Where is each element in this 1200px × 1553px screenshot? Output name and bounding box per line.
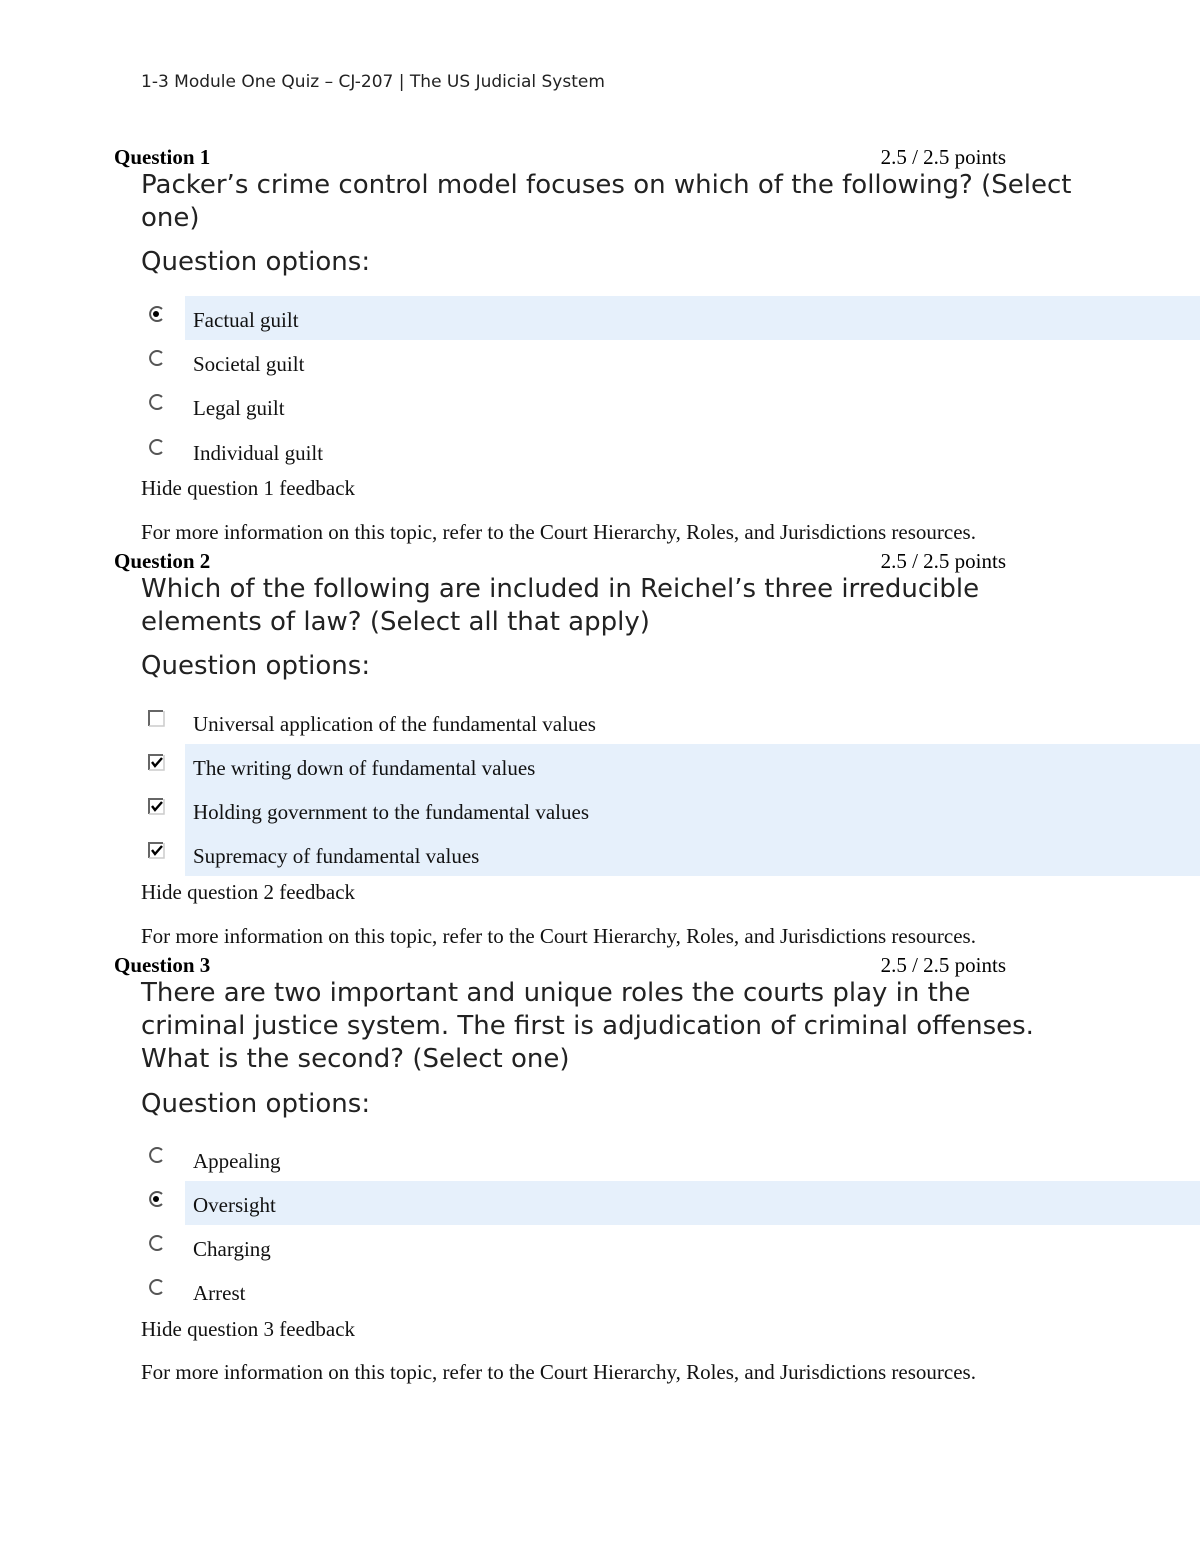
radio-selected-icon xyxy=(145,1188,167,1210)
checkbox-checked-icon xyxy=(145,795,167,817)
option-label: The writing down of fundamental values xyxy=(193,756,536,780)
hide-feedback-link[interactable]: Hide question 1 feedback xyxy=(141,476,356,500)
page-header: 1-3 Module One Quiz – CJ-207 | The US Judicial System xyxy=(141,72,605,92)
option-label: Holding government to the fundamental values xyxy=(193,800,589,824)
radio-button[interactable] xyxy=(141,296,185,340)
question-2-option-3[interactable] xyxy=(141,788,1200,832)
question-2-header xyxy=(114,549,1006,573)
question-3-option-1[interactable] xyxy=(141,1137,1200,1181)
radio-button[interactable] xyxy=(141,1137,185,1181)
question-2-option-2[interactable] xyxy=(141,744,1200,788)
radio-empty-icon xyxy=(145,436,167,458)
question-3-header xyxy=(114,953,1006,977)
question-2-prompt: Which of the following are included in Reichel’s three irreducible elements of law? (Select all that apply) xyxy=(141,574,980,637)
question-points: 2.5 / 2.5 points xyxy=(880,145,1006,169)
radio-empty-icon xyxy=(145,1232,167,1254)
option-label: Factual guilt xyxy=(193,308,299,332)
question-1-prompt: Packer’s crime control model focuses on which of the following? (Select one) xyxy=(141,170,1072,233)
question-options-heading: Question options: xyxy=(141,247,371,277)
question-points: 2.5 / 2.5 points xyxy=(880,549,1006,573)
question-3-option-2[interactable] xyxy=(141,1181,1200,1225)
checkbox-checked-icon xyxy=(145,839,167,861)
option-label: Supremacy of fundamental values xyxy=(193,844,480,868)
option-label: Oversight xyxy=(193,1193,276,1217)
option-label: Charging xyxy=(193,1237,271,1261)
radio-button[interactable] xyxy=(141,1181,185,1225)
question-1-header xyxy=(114,145,1006,169)
question-3-option-3[interactable] xyxy=(141,1225,1200,1269)
question-3-prompt: There are two important and unique roles the courts play in the criminal justice system. The first is adjudication of criminal offenses. What is the second? (Select one) xyxy=(141,978,1034,1074)
question-feedback: For more information on this topic, refer to the Court Hierarchy, Roles, and Jurisdictions resources. xyxy=(141,520,976,544)
option-label: Societal guilt xyxy=(193,352,305,376)
checkbox[interactable] xyxy=(141,788,185,832)
radio-button[interactable] xyxy=(141,429,185,473)
option-label: Arrest xyxy=(193,1281,246,1305)
hide-feedback-link[interactable]: Hide question 3 feedback xyxy=(141,1317,356,1341)
checkbox-empty-icon xyxy=(145,707,167,729)
checkbox[interactable] xyxy=(141,744,185,788)
question-1-option-3[interactable] xyxy=(141,384,1200,428)
checkbox[interactable] xyxy=(141,700,185,744)
option-label: Appealing xyxy=(193,1149,281,1173)
question-1-option-4[interactable] xyxy=(141,429,1200,473)
radio-empty-icon xyxy=(145,1144,167,1166)
question-points: 2.5 / 2.5 points xyxy=(880,953,1006,977)
question-options-heading: Question options: xyxy=(141,651,371,681)
hide-feedback-link[interactable]: Hide question 2 feedback xyxy=(141,880,356,904)
option-label: Universal application of the fundamental values xyxy=(193,712,596,736)
question-feedback: For more information on this topic, refer to the Court Hierarchy, Roles, and Jurisdictions resources. xyxy=(141,1360,976,1384)
radio-selected-icon xyxy=(145,303,167,325)
question-1-option-1[interactable] xyxy=(141,296,1200,340)
question-feedback: For more information on this topic, refer to the Court Hierarchy, Roles, and Jurisdictions resources. xyxy=(141,924,976,948)
radio-button[interactable] xyxy=(141,1225,185,1269)
radio-button[interactable] xyxy=(141,1269,185,1313)
option-label: Legal guilt xyxy=(193,396,285,420)
radio-empty-icon xyxy=(145,391,167,413)
question-1-option-2[interactable] xyxy=(141,340,1200,384)
question-number: Question 3 xyxy=(114,953,211,977)
question-number: Question 1 xyxy=(114,145,211,169)
radio-empty-icon xyxy=(145,347,167,369)
radio-empty-icon xyxy=(145,1276,167,1298)
checkbox[interactable] xyxy=(141,832,185,876)
question-options-heading: Question options: xyxy=(141,1089,371,1119)
question-2-option-1[interactable] xyxy=(141,700,1200,744)
question-number: Question 2 xyxy=(114,549,211,573)
radio-button[interactable] xyxy=(141,340,185,384)
question-3-option-4[interactable] xyxy=(141,1269,1200,1313)
question-2-option-4[interactable] xyxy=(141,832,1200,876)
checkbox-checked-icon xyxy=(145,751,167,773)
option-label: Individual guilt xyxy=(193,441,324,465)
radio-button[interactable] xyxy=(141,384,185,428)
